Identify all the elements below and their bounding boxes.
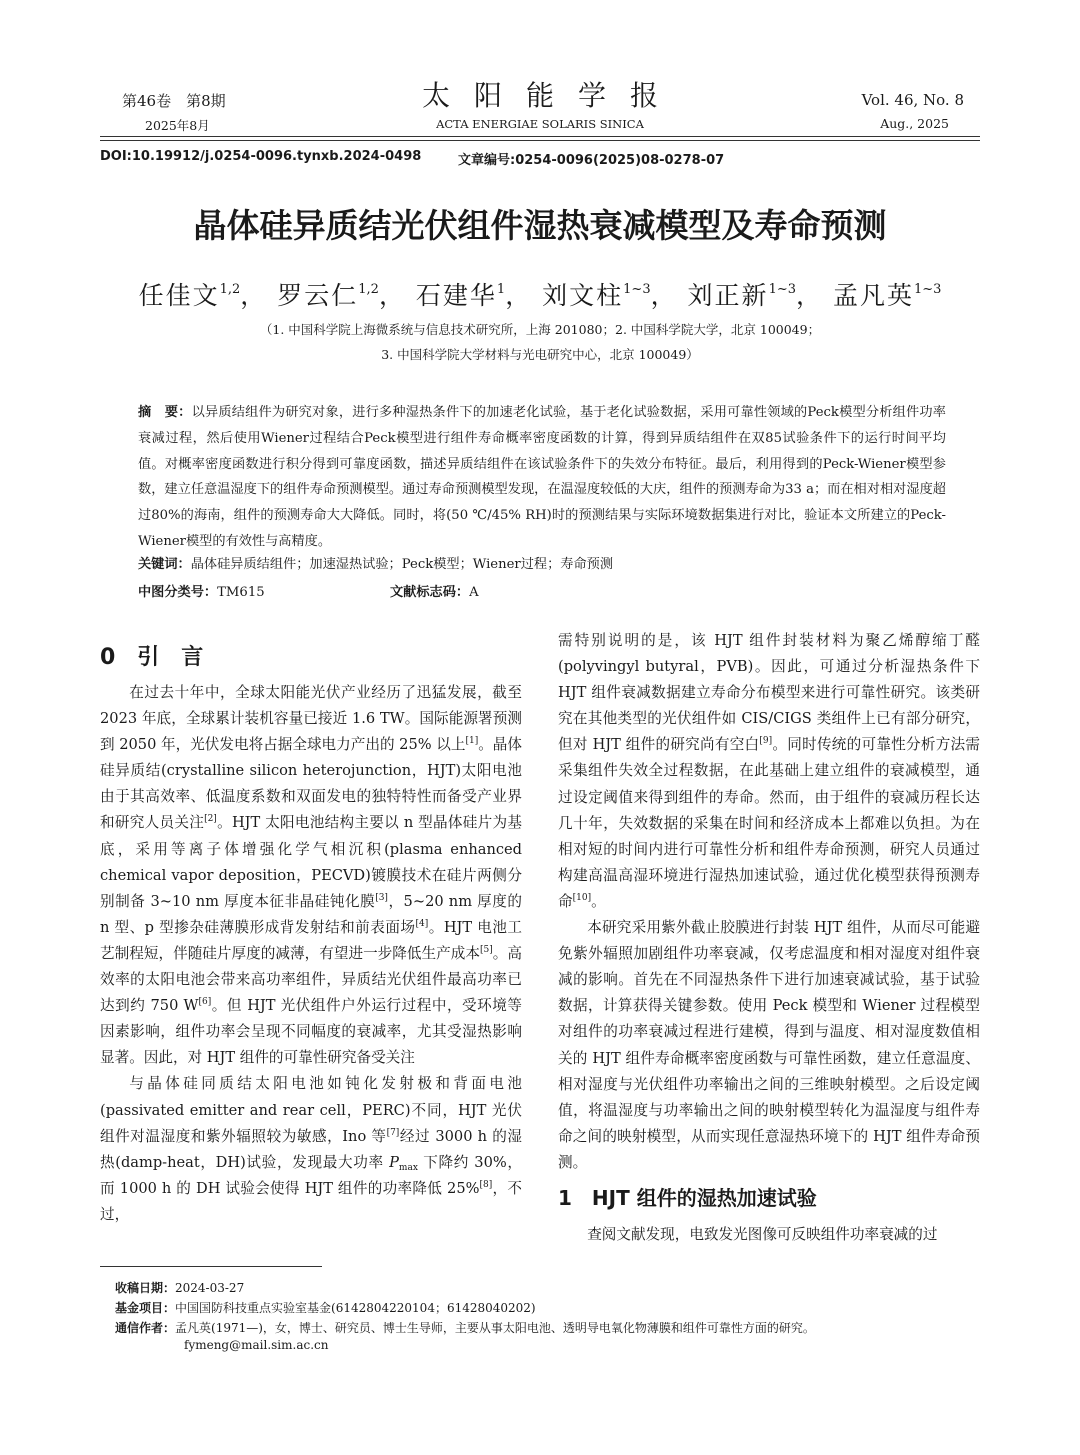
paragraph: 与晶体硅同质结太阳电池如钝化发射极和背面电池(passivated emitter and rear cell，PERC)不同，HJT 光伏组件对温湿度和紫外辐照较为敏感，Ino 等[7]经过 3000 h 的湿热(damp-heat，DH)试验，发现最大功率 $P_{max}$ 下降约 30%，而 1000 h 的 DH 试验会使得 HJT 组件的功率降低 25%[8]，不过， xyxy=(100,1075,522,1223)
paragraph: 在过去十年中，全球太阳能光伏产业经历了迅猛发展，截至 2023 年底，全球累计装机容量已接近 1.6 TW。国际能源署预测到 2050 年，光伏发电将占据全球电力产出的 25% 以上[1]。晶体硅异质结(crystalline silicon heterojunction，HJT)太阳电池由于其高效率、低温度系数和双面发电的独特特性而备受产业界和研究人员关注[2]。HJT 太阳电池结构主要以 n 型晶体硅片为基底，采用等离子体增强化学气相沉积(plasma enhanced chemical vapor deposition，PECVD)镀膜技术在硅片两侧分别制备 3~10 nm 厚度本征非晶硅钝化膜[3]，5~20 nm 厚度的 n 型、p 型掺杂硅薄膜形成背发射结和前表面场[4]。HJT 电池工艺制程短，伴随硅片厚度的减薄，有望进一步降低生产成本[5]。高效率的太阳电池会带来高功率组件，异质结光伏组件最高功率已达到约 750 W[6]。但 HJT 光伏组件户外运行过程中，受环境等因素影响，组件功率会呈现不同幅度的衰减率，尤其受湿热影响显著。因此，对 HJT 组件的可靠性研究备受关注 xyxy=(100,684,523,1067)
author-affil: 1,2 xyxy=(358,282,379,297)
issue-number-en: Vol. 46, No. 8 xyxy=(861,91,964,109)
document-code xyxy=(390,581,479,600)
citation[interactable]: [3] xyxy=(375,892,388,903)
keywords-label: 关键词： xyxy=(138,557,191,572)
document-code-value: A xyxy=(469,585,479,600)
citation[interactable]: [4] xyxy=(415,918,429,929)
paragraph: 需特别说明的是，该 HJT 组件封装材料为聚乙烯醇缩丁醛(polyvingyl butyral，PVB)。因此，可通过分析湿热条件下 HJT 组件衰减数据建立寿命分布模型来进行可靠性研究。该类研究在其他类型的光伏组件如 CIS/CIGS 类组件上已有部分研究，但对 HJT 组件的研究尚有空白[9]。同时传统的可靠性分析方法需采集组件失效全过程数据，在此基础上建立组件的衰减模型，通过设定阈值来得到组件的寿命。然而，由于组件的衰减历程长达几十年，失效数据的采集在时间和经济成本上都难以负担。为在相对短的时间内进行可靠性分析和组件寿命预测，研究人员通过构建高温高湿环境进行湿热加速试验，通过优化模型获得预测寿命[10]。 xyxy=(558,632,980,910)
journal-title-en: ACTA ENERGIAE SOLARIS SINICA xyxy=(436,117,644,131)
author-affil: 1~3 xyxy=(623,282,651,297)
footnote-author: 通信作者：孟凡英(1971—)，女，博士、研究员、博士生导师，主要从事太阳电池、透明导电氧化物薄膜和组件可靠性方面的研究。 xyxy=(115,1321,815,1335)
author-email[interactable]: fymeng@mail.sim.ac.cn xyxy=(184,1338,329,1352)
paragraph: 查阅文献发现，电致发光图像可反映组件功率衰减的过 xyxy=(587,1226,938,1243)
header-rule-thin xyxy=(100,140,980,141)
author-name: 刘文柱 xyxy=(542,281,624,310)
doi: DOI:10.19912/j.0254-0096.tynxb.2024-0498 xyxy=(100,149,422,164)
classification-value: TM615 xyxy=(217,585,265,600)
author-name: 石建华 xyxy=(415,281,497,310)
affiliation-line-2: 3. 中国科学院大学材料与光电研究中心，北京 100049） xyxy=(381,347,699,362)
abstract-label: 摘 要： xyxy=(138,405,192,420)
author-list: 任佳文$^{1,2}$， 罗云仁$^{1,2}$， 石建华$^1$， 刘文柱$^{1\sim 3}$， 刘正新$^{1\sim 3}$， 孟凡英$^{1\sim 3}$ xyxy=(138,281,942,310)
author-name: 罗云仁 xyxy=(277,281,359,310)
classification xyxy=(138,581,265,600)
article-number: 文章编号:0254-0096(2025)08-0278-07 xyxy=(458,153,725,168)
issue-date-en: Aug., 2025 xyxy=(880,116,949,131)
author-affil: 1,2 xyxy=(219,282,241,297)
section-1-text xyxy=(558,1222,980,1248)
citation[interactable]: [6] xyxy=(198,997,212,1008)
document-code-label: 文献标志码： xyxy=(390,585,470,600)
footnote-fund: 基金项目：中国国防科技重点实验室基金(6142804220104；61428040202) xyxy=(115,1301,536,1315)
author-affil: 1~3 xyxy=(913,282,942,297)
abstract xyxy=(138,400,946,555)
citation[interactable]: [2] xyxy=(204,814,217,825)
footnote-received: 收稿日期：2024-03-27 xyxy=(115,1281,245,1295)
section-heading-1: 1 HJT 组件的湿热加速试验 xyxy=(558,1186,817,1210)
paragraph: 本研究采用紫外截止胶膜进行封装 HJT 组件，从而尽可能避免紫外辐照加剧组件功率衰减，仅考虑温度和相对湿度对组件衰减的影响。首先在不同湿热条件下进行加速衰减试验，基于试验数据，计算获得关键参数。使用 Peck 模型和 Wiener 过程模型对组件的功率衰减过程进行建模，得到与温度、相对湿度数值相关的 HJT 组件寿命概率密度函数与可靠性函数，建立任意温度、相对湿度与光伏组件功率输出之间的三维映射模型。之后设定阈值，将温湿度与功率输出之间的映射模型转化为温湿度与组件寿命之间的映射模型，从而实现任意湿热环境下的 HJT 组件寿命预测。 xyxy=(558,919,980,1171)
footnote-rule xyxy=(100,1266,322,1267)
author-name: 孟凡英 xyxy=(832,281,914,310)
citation[interactable]: [7] xyxy=(386,1127,400,1138)
citation[interactable]: [9] xyxy=(759,736,773,747)
section-heading-introduction: 0 引 言 xyxy=(100,645,204,670)
keywords xyxy=(138,555,946,575)
citation[interactable]: [5] xyxy=(480,944,493,955)
author-name: 任佳文 xyxy=(138,281,220,310)
paper-title: 晶体硅异质结光伏组件湿热衰减模型及寿命预测 xyxy=(193,206,887,245)
left-column xyxy=(100,680,522,1228)
citation[interactable]: [1] xyxy=(465,736,479,747)
issue-date-cn: 2025年8月 xyxy=(145,118,210,133)
author-name: 刘正新 xyxy=(687,281,769,310)
author-affil: 1 xyxy=(496,282,506,297)
abstract-text: 以异质结组件为研究对象，进行多种湿热条件下的加速老化试验，基于老化试验数据，采用可靠性领域的Peck模型分析组件功率衰减过程，然后使用Wiener过程结合Peck模型进行组件寿命概率密度函数的计算，得到异质结组件在双85试验条件下的运行时间平均值。对概率密度函数进行积分得到可靠度函数，描述异质结组件在该试验条件下的失效分布特征。最后，利用得到的Peck-Wiener模型参数，建立任意温湿度下的组件寿命预测模型。通过寿命预测模型发现，在温湿度较低的大庆，组件的预测寿命为33 a；而在相对相对湿度超过80%的海南，组件的预测寿命大大降低。同时，将(50 ℃/45% RH)时的预测结果与实际环境数据集进行对比，验证本文所建立的Peck-Wiener模型的有效性与高精度。 xyxy=(138,405,946,549)
issue-number-cn: 第46卷 第8期 xyxy=(122,92,226,110)
keywords-text: 晶体硅异质结组件；加速湿热试验；Peck模型；Wiener过程；寿命预测 xyxy=(190,557,614,572)
classification-label: 中图分类号： xyxy=(138,585,218,600)
citation[interactable]: [10] xyxy=(572,892,592,903)
citation[interactable]: [8] xyxy=(479,1179,493,1190)
right-column xyxy=(558,628,980,1176)
author-affil: 1~3 xyxy=(768,282,796,297)
journal-title-cn: 太阳能学报 xyxy=(421,79,682,112)
affiliation-line-1: （1. 中国科学院上海微系统与信息技术研究所，上海 201080；2. 中国科学院大学，北京 100049； xyxy=(259,322,821,337)
header-rule xyxy=(100,136,980,137)
